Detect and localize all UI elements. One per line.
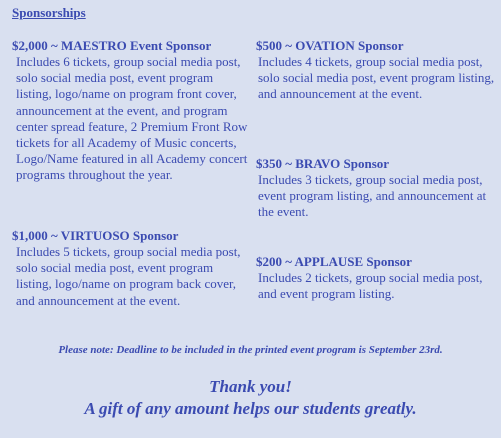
tier-heading: $2,000 ~ MAESTRO Event Sponsor	[12, 38, 212, 53]
thank-you-message	[0, 376, 501, 420]
tier-virtuoso	[12, 228, 252, 309]
tier-maestro	[12, 38, 252, 184]
deadline-note: Please note: Deadline to be included in the printed event program is September 23rd.	[58, 344, 443, 356]
tier-heading: $500 ~ OVATION Sponsor	[256, 38, 404, 53]
page-title: Sponsorships	[12, 5, 86, 20]
tier-heading: $1,000 ~ VIRTUOSO Sponsor	[12, 228, 179, 243]
tier-heading: $200 ~ APPLAUSE Sponsor	[256, 254, 412, 269]
tier-bravo	[256, 156, 496, 221]
tier-ovation	[256, 38, 496, 103]
tier-heading: $350 ~ BRAVO Sponsor	[256, 156, 390, 171]
tier-description: Includes 5 tickets, group social media post, solo social media post, event program listing, logo/name on program back cover, and announcement at the event.	[16, 244, 241, 308]
tier-applause	[256, 254, 496, 302]
gift-message-line: A gift of any amount helps our students greatly.	[84, 399, 417, 418]
tier-description: Includes 3 tickets, group social media post, event program listing, and announcement at the event.	[258, 172, 487, 220]
tier-description: Includes 6 tickets, group social media post, solo social media post, event program listing, logo/name on program front cover, announcement at the event, and program center spread feature, 2 Premium Front Row tickets for all Academy of Music concerts, Logo/Name featured in all Academy concert programs throughout the year.	[16, 54, 248, 183]
thank-you-line: Thank you!	[209, 377, 292, 396]
tier-description: Includes 4 tickets, group social media post, solo social media post, event program listing, and announcement at the event.	[258, 54, 495, 102]
tier-description: Includes 2 tickets, group social media post, and event program listing.	[258, 270, 483, 302]
